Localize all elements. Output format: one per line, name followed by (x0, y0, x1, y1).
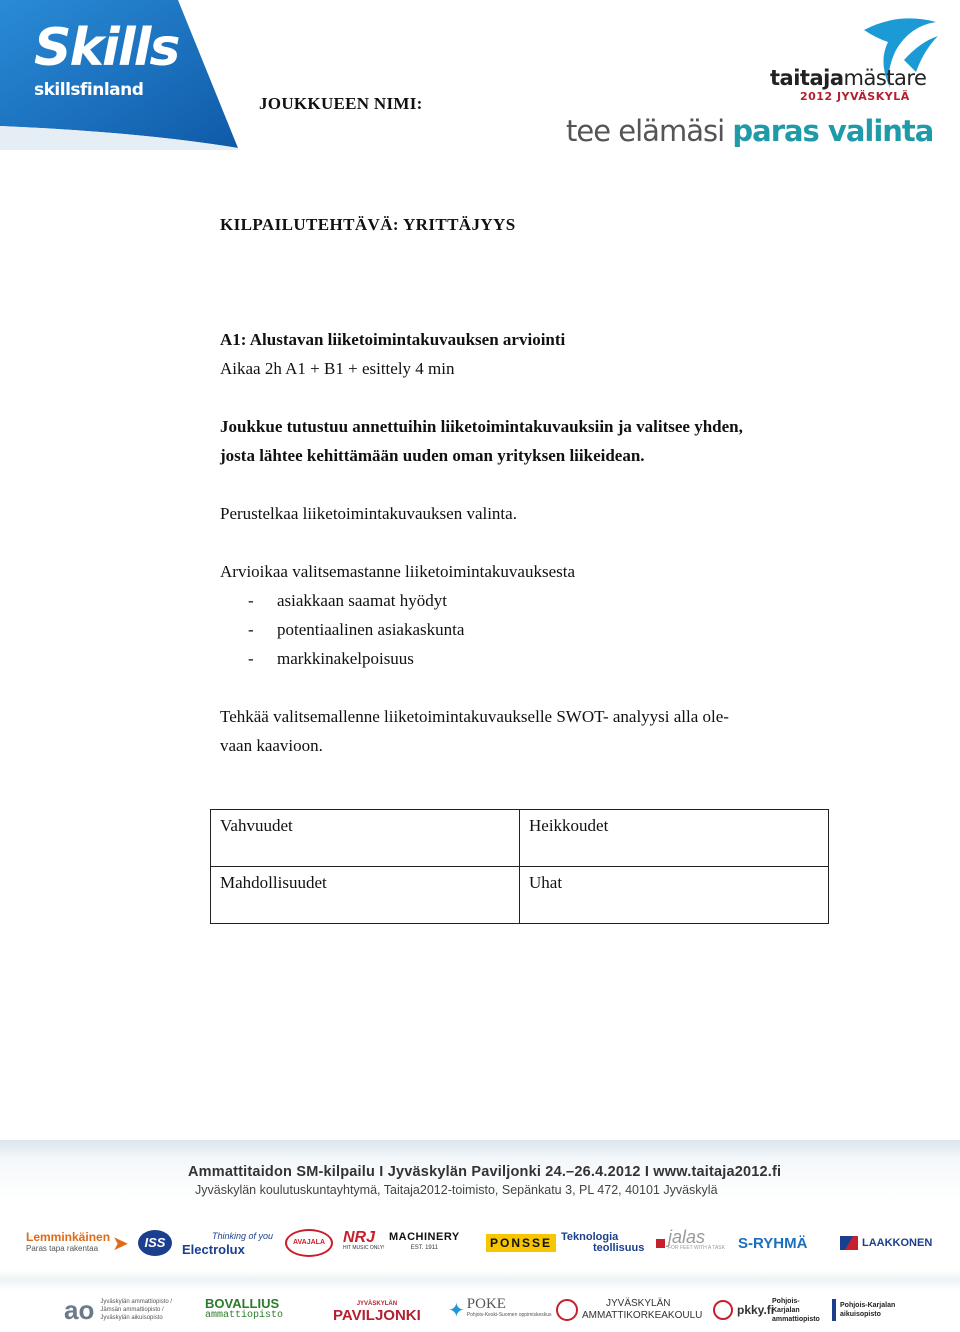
sponsor-laakkonen-logo (840, 1226, 932, 1260)
slogan (566, 114, 933, 148)
sponsor-iss-logo (138, 1226, 172, 1260)
sponsor-paviljonki-logo (333, 1294, 421, 1326)
sponsor-s-ryhma-logo (738, 1226, 807, 1260)
sponsor-teknologiateollisuus-logo (561, 1226, 644, 1260)
sponsor-bovallius-logo (205, 1294, 283, 1326)
sponsor-sub: Paras tapa rakentaa (26, 1244, 99, 1253)
swot-weaknesses-cell: Heikkoudet (520, 810, 829, 867)
slogan-part2: paras valinta (732, 114, 934, 148)
skills-logo-word: Skills (34, 18, 179, 78)
sponsor-name: MACHINERY (389, 1231, 460, 1243)
sponsor-name: PAVILJONKI (333, 1307, 421, 1324)
sponsor-pkaikuisopisto-logo (832, 1294, 898, 1326)
star-icon: ✦ (448, 1299, 465, 1322)
swot-strengths-cell: Vahvuudet (211, 810, 520, 867)
swot-opportunities-cell: Mahdollisuudet (211, 867, 520, 924)
sponsor-sub: EST. 1911 (410, 1245, 438, 1251)
swot-instruction-line-1: Tehkää valitsemallenne liiketoimintakuvaukselle SWOT- analyysi alla ole- (220, 707, 729, 726)
table-row (211, 810, 829, 867)
sponsor-name: Electrolux (182, 1242, 245, 1257)
sponsor-sub: Thinking of you (212, 1231, 274, 1241)
slogan-part1: tee elämäsi (566, 114, 733, 148)
sponsor-sub: Jyväskylän ammattiopisto / Jämsän ammattiopisto / Jyväskylän aikuisopisto (100, 1299, 173, 1321)
sponsor-pkao-logo (772, 1294, 824, 1326)
sponsor-name: Pohjois-Karjalan ammattiopisto (772, 1297, 820, 1323)
skills-logo-sub: skillsfinland (34, 80, 144, 100)
list-item (248, 615, 464, 644)
a1-title: A1: Alustavan liiketoimintakuvauksen arviointi (220, 330, 566, 349)
bullet-dash: - (248, 649, 254, 668)
sponsor-name: pkky.fi (737, 1303, 775, 1317)
sponsor-name: Teknologia (561, 1231, 619, 1243)
sponsor-sub: HIT MUSIC ONLY! (343, 1245, 385, 1251)
intro-line-1: Joukkue tutustuu annettuihin liiketoimintakuvauksiin ja valitsee yhden, (220, 417, 743, 436)
sponsor-sub: teollisuus (593, 1242, 645, 1254)
sponsor-sub: ammattiopisto (205, 1310, 284, 1321)
sponsor-name: BOVALLIUS (205, 1296, 280, 1311)
sponsor-sub: Pohjois-Keski-Suomen oppimiskeskus (466, 1312, 552, 1318)
bullet-text: asiakkaan saamat hyödyt (277, 591, 447, 610)
intro-line-2: josta lähtee kehittämään uuden oman yrityksen liikeidean. (220, 446, 645, 465)
team-name-label: JOUKKUEEN NIMI: (259, 94, 423, 113)
sponsor-avajala-logo (285, 1226, 333, 1260)
sponsor-sub: FOR FEET WITH A TASK (668, 1245, 725, 1251)
arrow-icon: ➤ (112, 1232, 129, 1255)
task-title: KILPAILUTEHTÄVÄ: YRITTÄJYYS (220, 215, 516, 234)
flag-icon (840, 1236, 858, 1250)
bullet-dash: - (248, 591, 254, 610)
sponsor-name: ao (64, 1294, 95, 1325)
list-item (248, 586, 447, 615)
sponsor-jamk-logo (556, 1294, 702, 1326)
evaluate-line: Arvioikaa valitsemastanne liiketoimintakuvauksesta (220, 562, 576, 581)
sponsor-jalas-logo (656, 1226, 725, 1260)
sponsor-lemminkainen-logo (26, 1226, 128, 1260)
bullet-text: potentiaalinen asiakaskunta (277, 620, 465, 639)
sponsor-name: AVAJALA (285, 1229, 333, 1257)
sponsor-pkky-logo (713, 1294, 774, 1326)
skills-finland-logo (34, 18, 179, 100)
swot-instruction-line-2: vaan kaavioon. (220, 736, 323, 755)
sponsor-name: POKE (466, 1296, 506, 1312)
sponsor-name: PONSSE (486, 1234, 556, 1252)
list-item (248, 644, 414, 673)
sponsor-name: Lemminkäinen (26, 1230, 111, 1244)
bar-icon (832, 1299, 836, 1321)
sponsor-electrolux-logo (182, 1226, 273, 1260)
sponsor-name: NRJ (343, 1229, 376, 1246)
sponsor-name: S-RYHMÄ (738, 1234, 808, 1252)
sponsor-name: JYVÄSKYLÄN (606, 1298, 671, 1309)
table-row (211, 867, 829, 924)
sponsor-nrj-logo (343, 1226, 385, 1260)
square-icon (656, 1239, 665, 1248)
sponsor-poke-logo (448, 1294, 552, 1326)
justify-line: Perustelkaa liiketoimintakuvauksen valinta. (220, 504, 517, 523)
taitaja-logo-bold: taitaja (770, 66, 844, 90)
sponsor-name: ISS (138, 1230, 172, 1256)
taitaja-logo (770, 66, 926, 103)
taitaja-logo-rest: mästare (843, 66, 927, 90)
swot-table (210, 809, 829, 924)
sponsor-name: jalas (668, 1227, 706, 1247)
sponsor-machinery-logo (389, 1226, 460, 1260)
footer-event-line: Ammattitaidon SM-kilpailu I Jyväskylän Paviljonki 24.–26.4.2012 I www.taitaja2012.fi (188, 1164, 782, 1180)
sponsor-name: LAAKKONEN (862, 1237, 933, 1249)
footer-address-line: Jyväskylän koulutuskuntayhtymä, Taitaja2012-toimisto, Sepänkatu 3, PL 472, 40101 Jyväskylä (195, 1183, 718, 1197)
sponsor-name: Pohjois-Karjalan aikuisopisto (840, 1302, 896, 1318)
sponsor-sub: JYVÄSKYLÄN (356, 1301, 398, 1307)
circle-icon (713, 1300, 733, 1320)
bullet-text: markkinakelpoisuus (277, 649, 414, 668)
bullet-dash: - (248, 620, 254, 639)
circle-icon (556, 1299, 578, 1321)
time-line: Aikaa 2h A1 + B1 + esittely 4 min (220, 359, 455, 378)
taitaja-logo-sub: 2012 JYVÄSKYLÄ (800, 90, 910, 103)
sponsor-ponsse-logo (486, 1226, 556, 1260)
sponsor-sub: AMMATTIKORKEAKOULU (582, 1310, 703, 1321)
sponsor-ao-logo (64, 1294, 176, 1326)
swot-threats-cell: Uhat (520, 867, 829, 924)
